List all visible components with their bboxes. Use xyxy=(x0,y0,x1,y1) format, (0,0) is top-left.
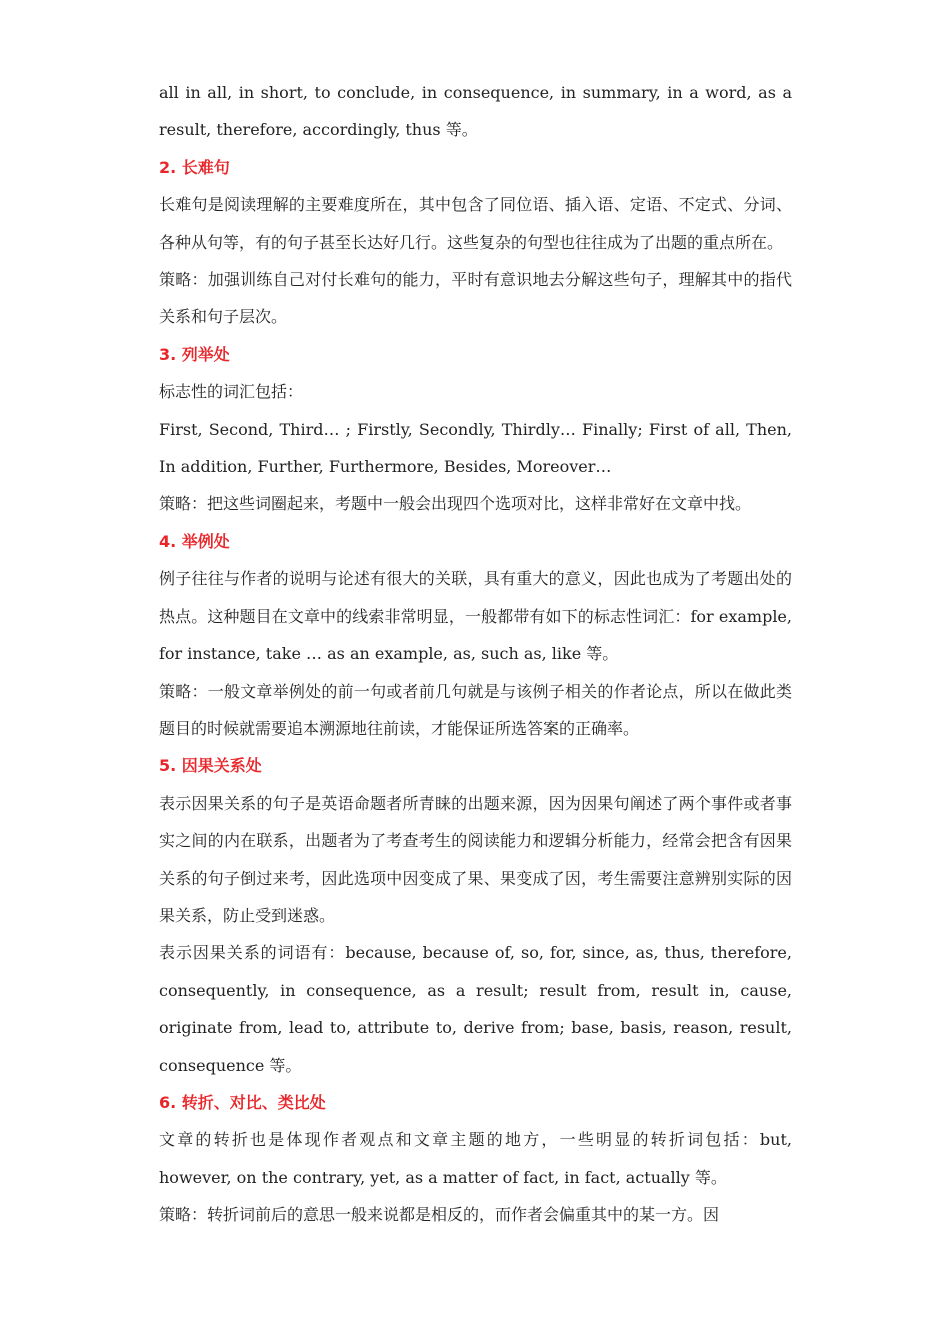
heading-contrast: 6. 转折、对比、类比处 xyxy=(159,1092,326,1112)
paragraph-cause-effect-words: 表示因果关系的词语有：because, because of, so, for, since, as, thus, therefore, consequently, in consequence, as a result; result from, result in, cause, originate from, lead to, attribute to, derive from; base, basis, reason, result, consequence 等。 xyxy=(159,943,792,1075)
heading-cause-effect: 5. 因果关系处 xyxy=(159,756,262,776)
paragraph-examples: 例子往往与作者的说明与论述有很大的关联，具有重大的意义，因此也成为了考题出处的热点。这种题目在文章中的线索非常明显，一般都带有如下的标志性词汇：for example, for instance, take … as an example, as, such as, like 等。 xyxy=(159,569,792,664)
heading-examples: 4. 举例处 xyxy=(159,531,230,551)
heading-enumeration: 3. 列举处 xyxy=(159,344,230,364)
paragraph-cause-effect: 表示因果关系的句子是英语命题者所青睐的出题来源，因为因果句阐述了两个事件或者事实之间的内在联系，出题者为了考查考生的阅读能力和逻辑分析能力，经常会把含有因果关系的句子倒过来考，因此选项中因变成了果、果变成了因，考生需要注意辨别实际的因果关系，防止受到迷惑。 xyxy=(159,793,792,925)
paragraph-enumeration-words: First, Second, Third… ; Firstly, Secondly, Thirdly… Finally; First of all, Then, In addition, Further, Furthermore, Besides, Moreover… xyxy=(159,419,792,477)
paragraph-conclusion-words: all in all, in short, to conclude, in consequence, in summary, in a word, as a result, therefore, accordingly, thus 等。 xyxy=(159,83,792,140)
paragraph-long-sentences-strategy: 策略：加强训练自己对付长难句的能力，平时有意识地去分解这些句子，理解其中的指代关系和句子层次。 xyxy=(159,270,792,327)
paragraph-contrast: 文章的转折也是体现作者观点和文章主题的地方，一些明显的转折词包括：but, however, on the contrary, yet, as a matter of fact, in fact, actually 等。 xyxy=(159,1130,792,1187)
paragraph-contrast-strategy: 策略：转折词前后的意思一般来说都是相反的，而作者会偏重其中的某一方。因 xyxy=(159,1205,720,1225)
paragraph-long-sentences: 长难句是阅读理解的主要难度所在，其中包含了同位语、插入语、定语、不定式、分词、各种从句等，有的句子甚至长达好几行。这些复杂的句型也往往成为了出题的重点所在。 xyxy=(159,195,792,252)
paragraph-enumeration-strategy: 策略：把这些词圈起来，考题中一般会出现四个选项对比，这样非常好在文章中找。 xyxy=(159,494,752,514)
heading-long-sentences: 2. 长难句 xyxy=(159,157,230,177)
paragraph-enumeration-intro: 标志性的词汇包括： xyxy=(159,382,304,402)
paragraph-examples-strategy: 策略：一般文章举例处的前一句或者前几句就是与该例子相关的作者论点，所以在做此类题目的时候就需要追本溯源地往前读，才能保证所选答案的正确率。 xyxy=(159,681,792,738)
